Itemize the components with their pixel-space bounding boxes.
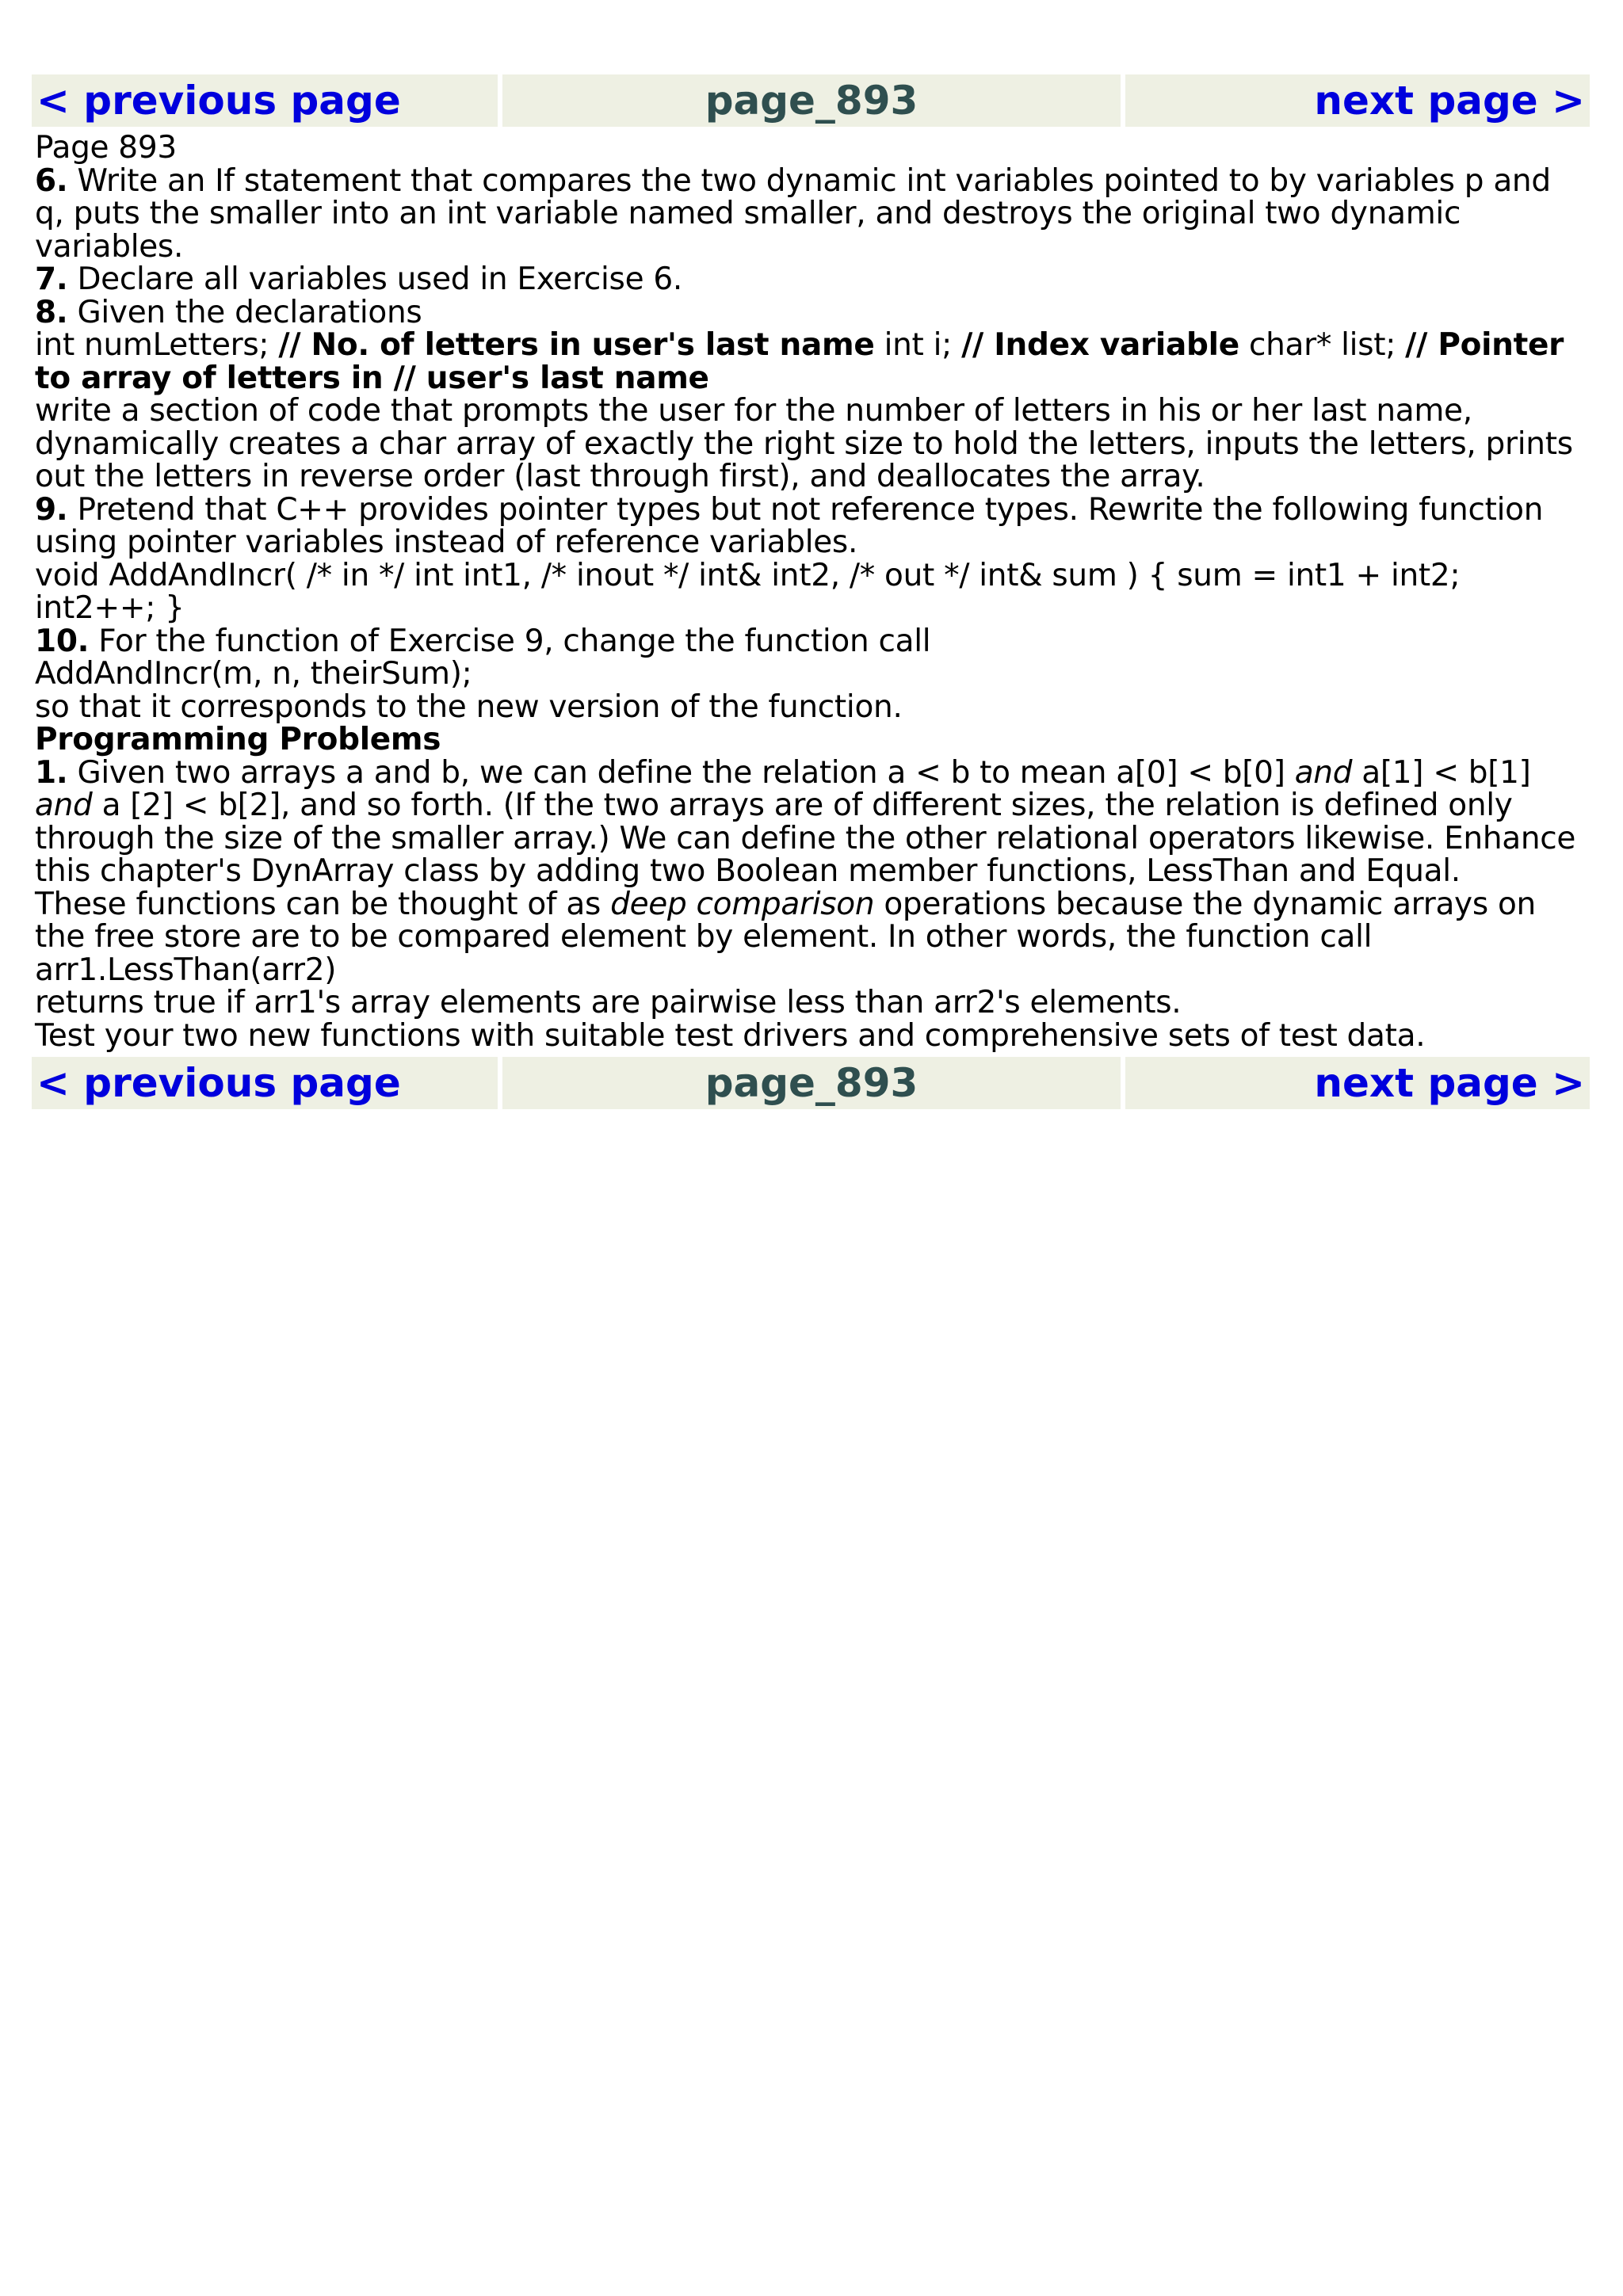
problem-1-and-1: and: [1294, 754, 1353, 791]
exercise-9-number: 9.: [35, 491, 68, 528]
exercise-8-text: Given the declarations: [67, 294, 422, 330]
deep-comparison-term: deep comparison: [610, 886, 875, 922]
top-page-label: page_893: [502, 74, 1121, 127]
problem-1-call: arr1.LessThan(arr2): [35, 952, 337, 988]
problem-1-number: 1.: [35, 754, 68, 791]
exercise-7-text: Declare all variables used in Exercise 6.: [67, 261, 682, 297]
exercise-10: [35, 625, 1588, 658]
bottom-next-cell: [1125, 1057, 1590, 1109]
top-next-page-link[interactable]: next page >: [1314, 78, 1585, 124]
declaration-3-comment: // Pointer to array of letters in // user's last name: [35, 327, 1564, 396]
exercise-9-text: Pretend that C++ provides pointer types but not reference types. Rewrite the following function using pointer variables instead of reference variables.: [35, 491, 1544, 560]
exercise-8: [35, 296, 1588, 330]
top-nav-bar: [32, 74, 1594, 127]
exercise-9: [35, 491, 1588, 560]
exercise-7-number: 7.: [35, 261, 68, 297]
bottom-prev-cell: [32, 1057, 498, 1109]
declaration-3: char* list;: [1239, 327, 1406, 363]
top-previous-page-link[interactable]: < previous page: [36, 78, 401, 124]
exercise-10-text: For the function of Exercise 9, change the function call: [89, 623, 931, 659]
exercise-10-after: so that it corresponds to the new version of the function.: [35, 688, 903, 725]
bottom-nav-bar: [32, 1057, 1594, 1109]
deep-text-b: operations because the dynamic arrays on the free store are to be compared element by element. In other words, the function call: [35, 886, 1536, 955]
exercise-6-text: Write an If statement that compares the two dynamic int variables pointed to by variables p and q, puts the smaller into an int variable named smaller, and destroys the original two dynamic variables.: [35, 162, 1551, 265]
problem-1-text-c: a [2] < b[2], and so forth. (If the two arrays are of different sizes, the relation is defined only through the size of the smaller array.) We can define the other relational operators likewise. Enhance this chapter's DynArray class by adding two Boolean member functions, LessThan and Equal.: [35, 788, 1576, 889]
exercise-8-declarations: [35, 329, 1588, 395]
exercise-8-body: write a section of code that prompts the user for the number of letters in his or her last name, dynamically creates a char array of exactly the right size to hold the letters, inputs the letters, prints out the letters in reverse order (last through first), and deallocates the array.: [35, 393, 1573, 494]
page-number: Page 893: [35, 130, 177, 166]
programming-problems-heading: Programming Problems: [35, 722, 441, 757]
declaration-1-comment: // No. of letters in user's last name: [278, 327, 875, 363]
problem-1-deep-comparison: [35, 888, 1588, 954]
exercise-6-number: 6.: [35, 162, 68, 199]
problem-1-text-b: a[1] < b[1]: [1352, 754, 1531, 791]
bottom-page-label: page_893: [502, 1057, 1121, 1109]
problem-1-returns: returns true if arr1's array elements are pairwise less than arr2's elements.: [35, 985, 1182, 1020]
problem-1: [35, 754, 1588, 889]
deep-text-a: These functions can be thought of as: [35, 886, 611, 922]
declaration-2-comment: // Index variable: [961, 327, 1239, 363]
problem-1-text-a: Given two arrays a and b, we can define the relation a < b to mean a[0] < b[0]: [67, 754, 1295, 791]
declaration-1: int numLetters;: [35, 327, 279, 363]
exercise-10-number: 10.: [35, 623, 90, 659]
exercise-8-number: 8.: [35, 294, 68, 330]
bottom-previous-page-link[interactable]: < previous page: [36, 1060, 401, 1106]
exercise-9-code: void AddAndIncr( /* in */ int int1, /* inout */ int& int2, /* out */ int& sum ) { sum = int1 + int2; int2++; }: [35, 557, 1461, 626]
page: [0, 0, 1623, 1109]
exercise-10-call: AddAndIncr(m, n, theirSum);: [35, 656, 472, 692]
problem-1-and-2: and: [35, 788, 93, 823]
top-next-cell: [1125, 74, 1590, 127]
problem-1-test: Test your two new functions with suitable test drivers and comprehensive sets of test data.: [35, 1017, 1426, 1054]
exercise-6: [35, 162, 1588, 265]
page-content: [35, 127, 1588, 1057]
bottom-next-page-link[interactable]: next page >: [1314, 1060, 1585, 1106]
declaration-2: int i;: [874, 327, 962, 363]
top-prev-cell: [32, 74, 498, 127]
exercise-7: [35, 263, 1588, 296]
